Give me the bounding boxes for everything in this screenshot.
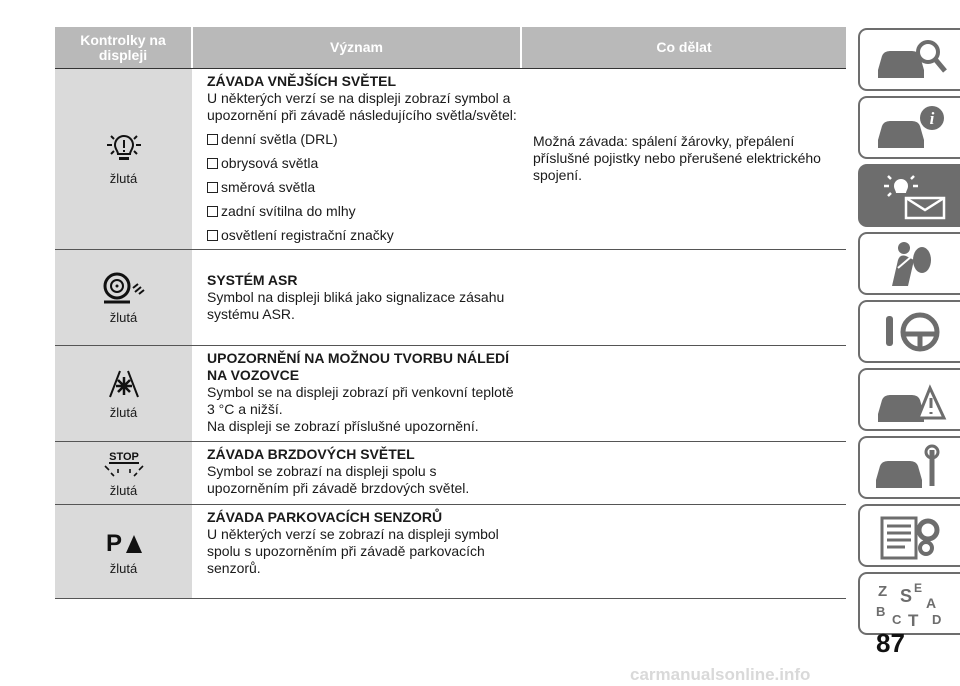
checkbox-bullet-icon: [207, 158, 218, 169]
svg-text:B: B: [876, 603, 886, 619]
icon-cell: [55, 346, 192, 441]
list-item: osvětlení registrační značky: [207, 227, 519, 244]
svg-text:E: E: [914, 580, 923, 595]
page-number: 87: [876, 628, 905, 658]
checkbox-bullet-icon: [207, 182, 218, 193]
icon-cell: [55, 250, 192, 345]
action-cell: [519, 69, 846, 249]
svg-text:P: P: [105, 530, 122, 557]
car-warning-triangle-icon: [870, 374, 950, 426]
steering-wheel-key-icon: [870, 306, 950, 358]
svg-text:C: C: [892, 611, 902, 627]
list-item: obrysová světla: [207, 155, 519, 172]
car-wrench-icon: [870, 442, 950, 494]
action-text: Možná závada: spálení žárovky, přepálení příslušné pojistky nebo přerušené elektrického spojení.: [533, 133, 821, 183]
meaning-cell: [192, 442, 519, 504]
icon-cell: [55, 505, 192, 598]
row-text: Symbol na displeji bliká jako signalizace zásahu systému ASR.: [207, 289, 505, 322]
svg-text:STOP: STOP: [108, 450, 139, 463]
list-gear-icon: [870, 510, 950, 562]
meaning-cell: [192, 69, 519, 249]
action-cell: [519, 505, 846, 598]
list-item: směrová světla: [207, 179, 519, 196]
header-col-meaning: Význam: [191, 27, 522, 68]
checkbox-bullet-icon: [207, 206, 218, 217]
row-title: SYSTÉM ASR: [207, 272, 298, 288]
row-text: U některých verzí se na displeji zobrazí symbol a upozornění při závadě následujícího světla/světel:: [207, 90, 517, 123]
svg-text:D: D: [932, 611, 942, 627]
row-title: ZÁVADA BRZDOVÝCH SVĚTEL: [207, 446, 415, 462]
table-header: [55, 27, 846, 69]
airbag-person-icon: [870, 238, 950, 290]
list-item: zadní svítilna do mlhy: [207, 203, 519, 220]
car-info-icon: [870, 102, 950, 154]
row-title: ZÁVADA PARKOVACÍCH SENZORŮ: [207, 509, 443, 525]
parking-sensor-failure-icon: [104, 527, 144, 557]
row-text: Symbol se na displeji zobrazí při venkovní teplotě 3 °C a nižší.: [207, 384, 514, 417]
asr-icon: [99, 270, 149, 306]
stop-light-failure-icon: [101, 449, 147, 479]
light-color-label: žlutá: [109, 310, 138, 325]
row-title: ZÁVADA VNĚJŠÍCH SVĚTEL: [207, 73, 397, 89]
light-color-label: žlutá: [109, 482, 138, 498]
warning-lights-table: [55, 27, 846, 599]
chapter-tabs: [858, 28, 960, 640]
warning-light-message-icon: [870, 170, 950, 222]
action-cell: [519, 346, 846, 441]
tab-car-info[interactable]: [858, 96, 960, 159]
svg-text:Z: Z: [878, 582, 888, 600]
list-item: denní světla (DRL): [207, 131, 519, 148]
row-text: U některých verzí se zobrazí na displeji symbol spolu s upozorněním při závadě parkovacích senzorů.: [207, 526, 499, 576]
checkbox-bullet-icon: [207, 134, 218, 145]
road-ice-warning-icon: [104, 367, 144, 401]
meaning-cell: [192, 346, 519, 441]
footer-watermark: carmanualsonline.info: [630, 665, 811, 684]
tab-technical-data[interactable]: [858, 504, 960, 567]
meaning-cell: [192, 250, 519, 345]
light-color-label: žlutá: [109, 561, 138, 576]
svg-text:i: i: [929, 108, 935, 128]
row-text-2: Na displeji se zobrazí příslušné upozornění.: [207, 418, 479, 434]
alphabet-index-icon: [870, 578, 950, 630]
svg-text:S: S: [900, 585, 913, 606]
row-text: Symbol se zobrazí na displeji spolu s upozorněním při závadě brzdových světel.: [207, 463, 470, 496]
exterior-light-warning-icon: [104, 133, 144, 167]
light-color-label: žlutá: [109, 170, 138, 186]
svg-text:T: T: [908, 610, 919, 630]
header-col-lights: Kontrolky na displeji: [80, 31, 166, 63]
table-row: [55, 250, 846, 346]
row-title: UPOZORNĚNÍ NA MOŽNOU TVORBU NÁLEDÍ NA VOZOVCE: [207, 350, 510, 383]
tab-airbag[interactable]: [858, 232, 960, 295]
table-row: [55, 505, 846, 599]
table-row: [55, 346, 846, 442]
table-row: [55, 69, 846, 250]
header-col-action: Co dělat: [656, 39, 712, 55]
meaning-cell: [192, 505, 519, 598]
action-cell: [519, 250, 846, 345]
checkbox-bullet-icon: [207, 230, 218, 241]
tab-maintenance[interactable]: [858, 436, 960, 499]
tab-index[interactable]: [858, 572, 960, 635]
table-row: [55, 442, 846, 505]
tab-emergency[interactable]: [858, 368, 960, 431]
car-search-icon: [870, 34, 950, 86]
tab-warning-lights[interactable]: [858, 164, 960, 227]
tab-car-search[interactable]: [858, 28, 960, 91]
tab-starting-driving[interactable]: [858, 300, 960, 363]
icon-cell: [55, 69, 192, 249]
action-cell: [519, 442, 846, 504]
icon-cell: [55, 442, 192, 504]
light-color-label: žlutá: [109, 405, 138, 420]
svg-text:A: A: [926, 594, 937, 611]
